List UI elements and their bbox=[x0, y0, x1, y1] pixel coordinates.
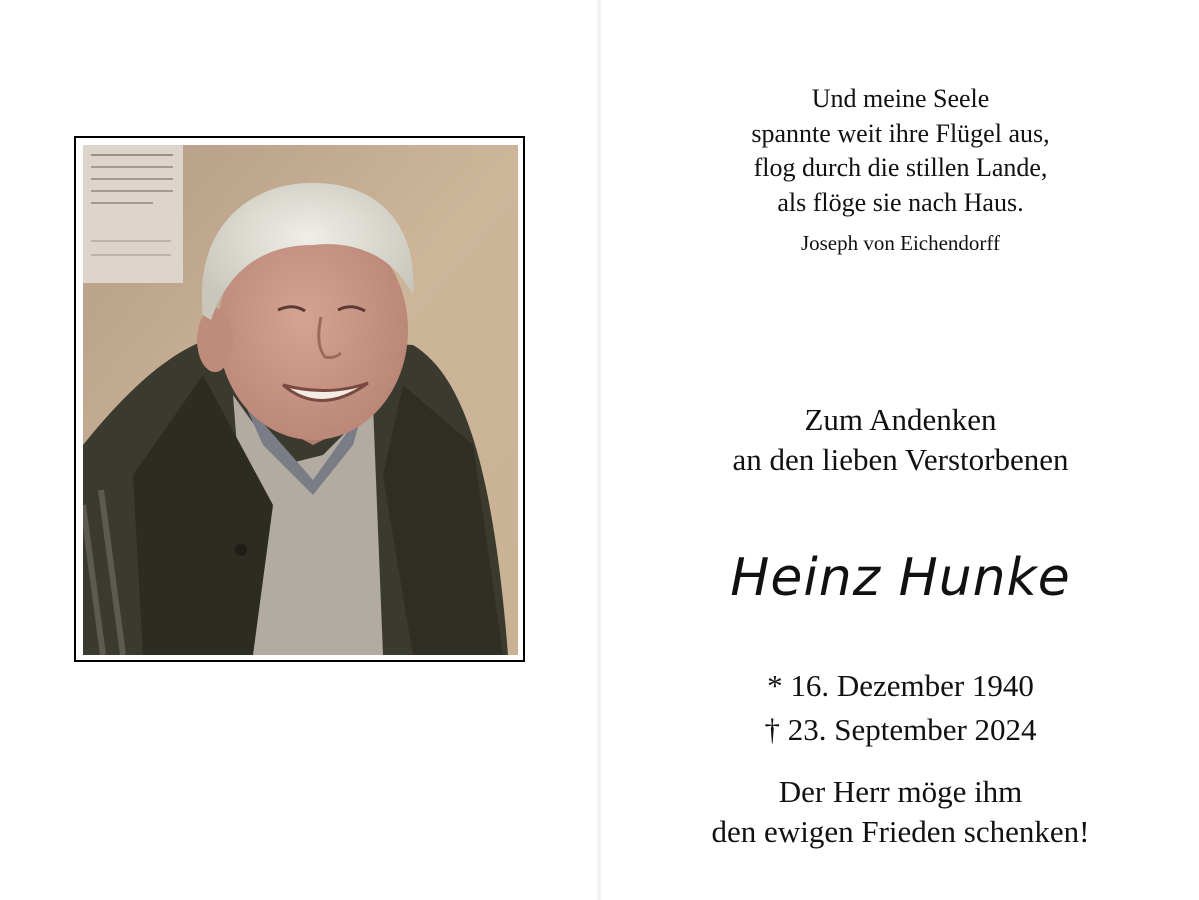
poem-line: flog durch die stillen Lande, bbox=[753, 153, 1048, 182]
life-dates bbox=[602, 664, 1199, 752]
death-date: † 23. September 2024 bbox=[764, 712, 1037, 747]
poem-line: als flöge sie nach Haus. bbox=[777, 187, 1024, 217]
poem-author: Joseph von Eichendorff bbox=[800, 231, 1001, 255]
portrait-frame bbox=[74, 136, 525, 662]
memorial-heading bbox=[602, 400, 1199, 480]
blessing-line-1: Der Herr möge ihm bbox=[778, 774, 1023, 809]
blessing-line-2: den ewigen Frieden schenken! bbox=[711, 814, 1090, 849]
poem bbox=[602, 82, 1199, 220]
deceased-name: Heinz Hunke bbox=[730, 548, 1071, 608]
memorial-line-1: Zum Andenken bbox=[804, 402, 997, 437]
poem-line: Und meine Seele bbox=[811, 84, 990, 113]
memorial-line-2: an den lieben Verstorbenen bbox=[732, 442, 1069, 477]
birth-date: * 16. Dezember 1940 bbox=[767, 668, 1034, 703]
wall-calendar bbox=[83, 145, 183, 283]
blessing bbox=[602, 772, 1199, 852]
portrait-photo bbox=[83, 145, 518, 655]
poem-line: spannte weit ihre Flügel aus, bbox=[751, 118, 1050, 148]
text-page bbox=[602, 0, 1199, 900]
